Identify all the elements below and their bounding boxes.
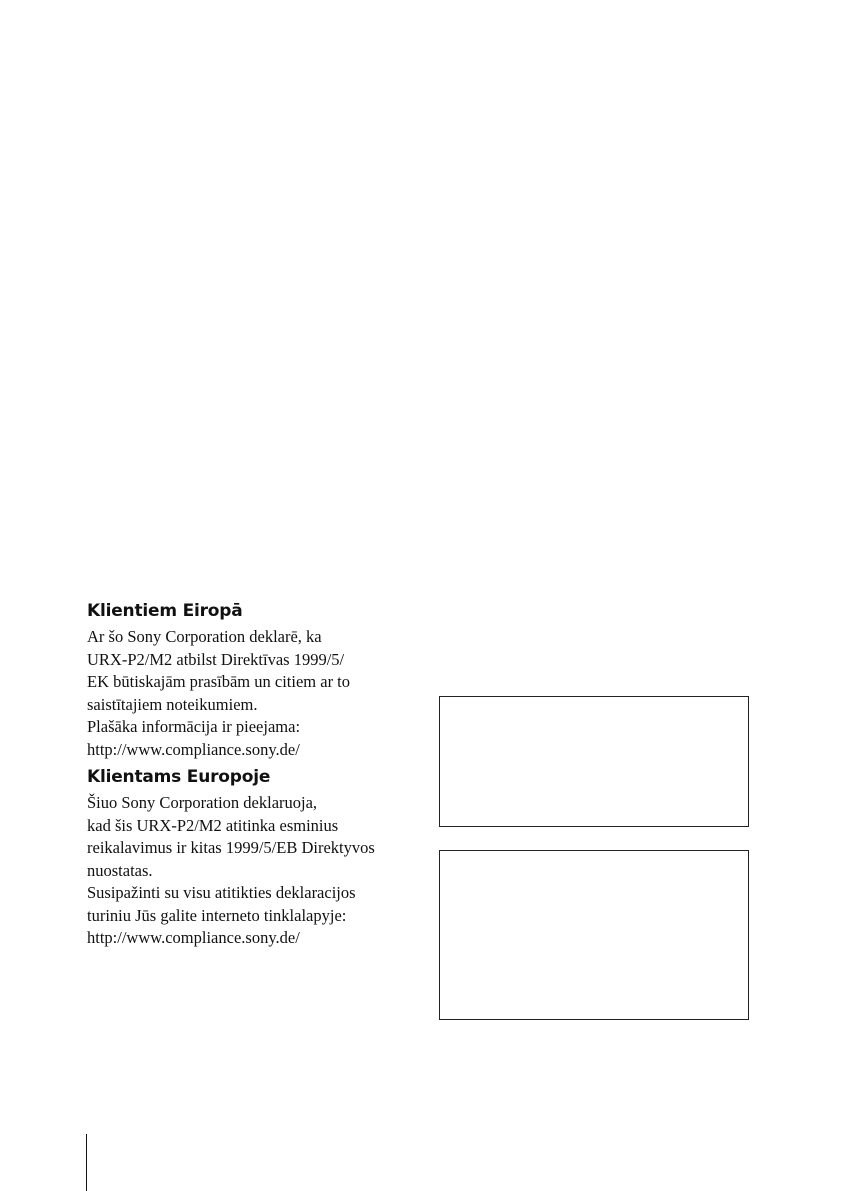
section-latvian-eu-declaration <box>87 600 417 761</box>
url-line: http://www.compliance.sony.de/ <box>87 739 300 759</box>
body-line: nuostatas. <box>87 860 153 880</box>
body-line: Susipažinti su visu atitikties deklaracijos <box>87 883 356 902</box>
body-line: turiniu Jūs galite interneto tinklalapyje: <box>87 905 347 925</box>
empty-frame <box>439 850 749 1020</box>
body-line: URX-P2/M2 atbilst Direktīvas 1999/5/ <box>87 649 345 669</box>
body-line: Šiuo Sony Corporation deklaruoja, <box>87 793 318 812</box>
body-line: Ar šo Sony Corporation deklarē, ka <box>87 627 322 646</box>
section-heading: Klientiem Eiropā <box>87 601 243 621</box>
section-heading: Klientams Europoje <box>87 767 271 787</box>
body-line: Plašāka informācija ir pieejama: <box>87 717 301 736</box>
page-margin-rule <box>86 1134 87 1191</box>
body-line: reikalavimus ir kitas 1999/5/EB Direktyvos <box>87 838 375 857</box>
body-line: kad šis URX-P2/M2 atitinka esminius <box>87 815 339 835</box>
url-line: http://www.compliance.sony.de/ <box>87 928 300 947</box>
empty-frame <box>439 696 749 827</box>
body-line: saistītajiem noteikumiem. <box>87 694 258 714</box>
section-lithuanian-eu-declaration <box>87 766 417 950</box>
body-line: EK būtiskajām prasībām un citiem ar to <box>87 672 351 691</box>
